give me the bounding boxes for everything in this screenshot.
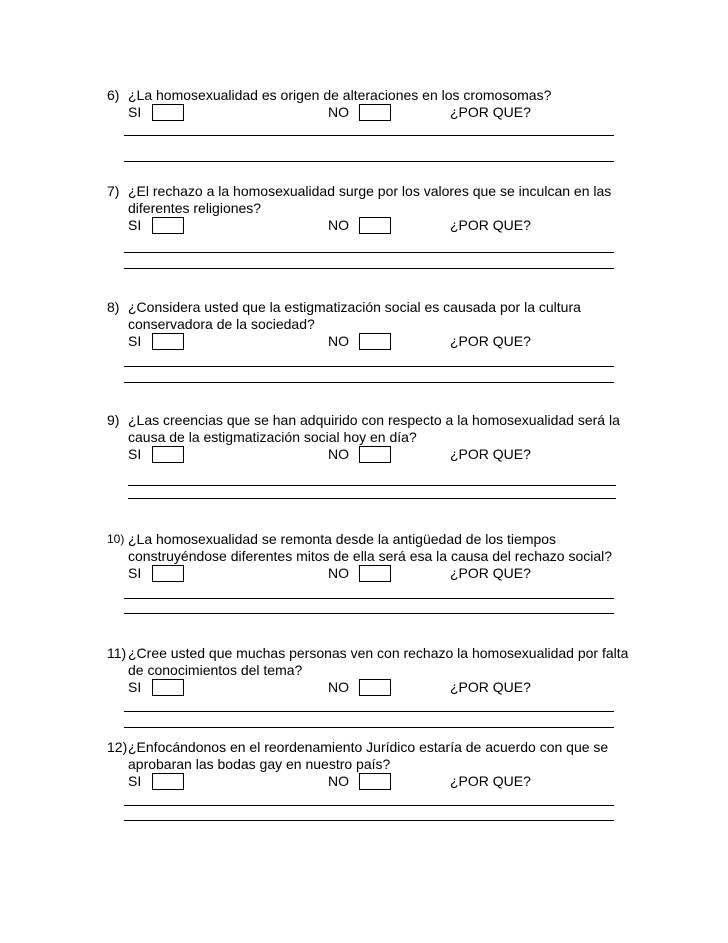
answer-line[interactable]	[124, 613, 614, 614]
si-checkbox[interactable]	[152, 217, 184, 234]
question-number: 11)	[107, 645, 127, 661]
no-checkbox[interactable]	[359, 773, 391, 790]
question-text: ¿Considera usted que la estigmatización social es causada por la cultura	[128, 299, 581, 315]
answer-row	[107, 104, 647, 123]
no-checkbox[interactable]	[359, 446, 391, 463]
question-text: ¿Cree usted que muchas personas ven con rechazo la homosexualidad por falta	[128, 645, 629, 661]
answer-line[interactable]	[124, 805, 614, 806]
answer-line[interactable]	[128, 498, 616, 499]
por-que-label: ¿POR QUE?	[450, 773, 531, 789]
question-text: ¿Enfocándonos en el reordenamiento Jurídico estaría de acuerdo con que se	[128, 739, 609, 755]
si-checkbox[interactable]	[152, 565, 184, 582]
answer-row	[107, 773, 647, 792]
si-label: SI	[128, 217, 142, 233]
question-9	[107, 412, 647, 465]
por-que-label: ¿POR QUE?	[450, 333, 531, 349]
answer-line[interactable]	[124, 135, 614, 136]
si-checkbox[interactable]	[152, 679, 184, 696]
si-label: SI	[128, 333, 142, 349]
no-checkbox[interactable]	[359, 217, 391, 234]
si-label: SI	[128, 104, 142, 120]
no-label: NO	[328, 333, 349, 349]
question-10	[107, 531, 647, 584]
question-text: construyéndose diferentes mitos de ella será esa la causa del rechazo social?	[128, 548, 613, 564]
question-6	[107, 87, 647, 123]
question-text: causa de la estigmatización social hoy en día?	[128, 429, 417, 445]
answer-row	[107, 565, 647, 584]
por-que-label: ¿POR QUE?	[450, 679, 531, 695]
answer-line[interactable]	[124, 820, 614, 821]
question-number: 6)	[107, 87, 120, 103]
answer-row	[107, 217, 647, 236]
question-text: ¿El rechazo a la homosexualidad surge por los valores que se inculcan en las	[128, 183, 612, 199]
question-text: ¿La homosexualidad se remonta desde la antigüedad de los tiempos	[128, 531, 557, 547]
question-text: aprobaran las bodas gay en nuestro país?	[128, 756, 391, 772]
no-label: NO	[328, 217, 349, 233]
por-que-label: ¿POR QUE?	[450, 104, 531, 120]
answer-line[interactable]	[124, 598, 614, 599]
no-label: NO	[328, 773, 349, 789]
si-checkbox[interactable]	[152, 773, 184, 790]
answer-line[interactable]	[128, 485, 616, 486]
no-checkbox[interactable]	[359, 104, 391, 121]
si-label: SI	[128, 565, 142, 581]
answer-row	[107, 333, 647, 352]
si-label: SI	[128, 679, 142, 695]
si-label: SI	[128, 446, 142, 462]
no-label: NO	[328, 679, 349, 695]
answer-line[interactable]	[124, 727, 614, 728]
no-checkbox[interactable]	[359, 333, 391, 350]
question-number: 12)	[107, 739, 128, 755]
answer-row	[107, 446, 647, 465]
si-checkbox[interactable]	[152, 333, 184, 350]
answer-line[interactable]	[124, 382, 614, 383]
answer-line[interactable]	[124, 711, 614, 712]
si-label: SI	[128, 773, 142, 789]
question-text: ¿La homosexualidad es origen de alteraciones en los cromosomas?	[128, 87, 552, 103]
answer-row	[107, 679, 647, 698]
no-label: NO	[328, 104, 349, 120]
no-checkbox[interactable]	[359, 679, 391, 696]
por-que-label: ¿POR QUE?	[450, 446, 531, 462]
question-number: 7)	[107, 183, 120, 199]
question-text: de conocimientos del tema?	[128, 662, 303, 678]
por-que-label: ¿POR QUE?	[450, 217, 531, 233]
answer-line[interactable]	[124, 268, 614, 269]
question-11	[107, 645, 647, 698]
si-checkbox[interactable]	[152, 104, 184, 121]
question-text: diferentes religiones?	[128, 200, 262, 216]
por-que-label: ¿POR QUE?	[450, 565, 531, 581]
question-7	[107, 183, 647, 236]
question-number: 9)	[107, 412, 120, 428]
answer-line[interactable]	[124, 366, 614, 367]
question-text: conservadora de la sociedad?	[128, 316, 315, 332]
si-checkbox[interactable]	[152, 446, 184, 463]
answer-line[interactable]	[124, 252, 614, 253]
answer-line[interactable]	[124, 161, 614, 162]
question-8	[107, 299, 647, 352]
no-checkbox[interactable]	[359, 565, 391, 582]
question-12	[107, 739, 647, 792]
question-text: ¿Las creencias que se han adquirido con respecto a la homosexualidad será la	[128, 412, 620, 428]
question-number: 8)	[107, 299, 120, 315]
question-number: 10)	[107, 532, 125, 546]
no-label: NO	[328, 446, 349, 462]
no-label: NO	[328, 565, 349, 581]
